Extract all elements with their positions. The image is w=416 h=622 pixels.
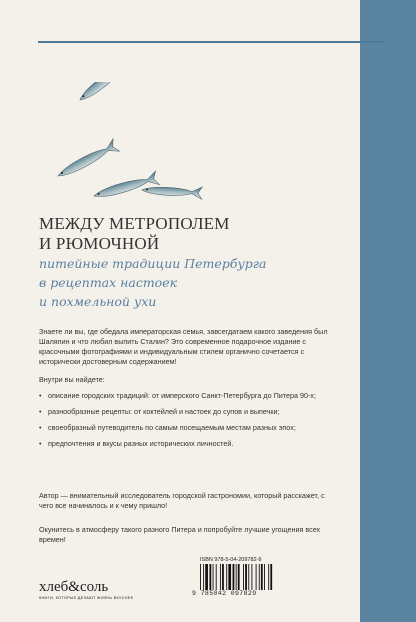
list-item: • описание городских традиций: от имперского Санкт-Петербурга до Питера 90-х; <box>39 391 316 400</box>
inside-heading: Внутри вы найдете: <box>39 375 105 384</box>
subtitle-line-2: в рецептах настоек <box>39 275 178 290</box>
subtitle-line-1: питейные традиции Петербурга <box>39 256 267 271</box>
list-item: • разнообразные рецепты: от коктейлей и настоек до супов и выпечки; <box>39 407 280 416</box>
top-divider <box>38 41 384 43</box>
bullet-icon: • <box>39 423 42 432</box>
publisher-tagline: КНИГИ, КОТОРЫЕ ДЕЛАЮТ ЖИЗНЬ ВКУСНЕЕ <box>39 596 134 600</box>
book-subtitle <box>39 254 339 311</box>
list-item: • предпочтения и вкусы разных исторических личностей. <box>39 439 234 448</box>
closing-paragraph: Окунитесь в атмосферу такого разного Питера и попробуйте лучшие угощения всех времен! <box>39 525 321 544</box>
list-item: • своеобразный путеводитель по самым посещаемым местам разных эпох; <box>39 423 296 432</box>
title-line-2: И РЮМОЧНОЙ <box>39 234 160 253</box>
fish-1 <box>76 82 133 106</box>
publisher-logo <box>39 580 179 600</box>
intro-paragraph: Знаете ли вы, где обедала императорская семья, завсегдатаем какого заведения был Шаляпин и что любил выпить Сталин? Это современное подарочное издание с красочными фотографиями и индивидуальным стилем органично сочетается с исторически достоверным содержанием! <box>39 327 328 366</box>
barcode-number: 9 785042 097829 <box>192 590 257 597</box>
author-paragraph: Автор — внимательный исследователь городской гастрономии, который расскажет, с чего все начиналось и к чему пришло! <box>39 491 325 510</box>
isbn-block <box>192 557 312 597</box>
publisher-name: хлеб&соль <box>39 579 109 595</box>
fish-illustration <box>50 82 210 210</box>
title-line-1: МЕЖДУ МЕТРОПОЛЕМ <box>39 214 230 233</box>
fish-3 <box>92 171 159 203</box>
book-title <box>39 214 329 254</box>
isbn-text: ISBN 978-5-04-209782-9 <box>200 557 262 563</box>
bullet-icon: • <box>39 439 42 448</box>
side-color-band <box>360 0 416 622</box>
bullet-icon: • <box>39 391 42 400</box>
feature-list <box>39 391 337 455</box>
bullet-icon: • <box>39 407 42 416</box>
fish-4 <box>142 184 203 199</box>
barcode-icon <box>198 564 306 590</box>
fish-2 <box>55 139 120 182</box>
subtitle-line-3: и похмельной ухи <box>39 294 157 309</box>
